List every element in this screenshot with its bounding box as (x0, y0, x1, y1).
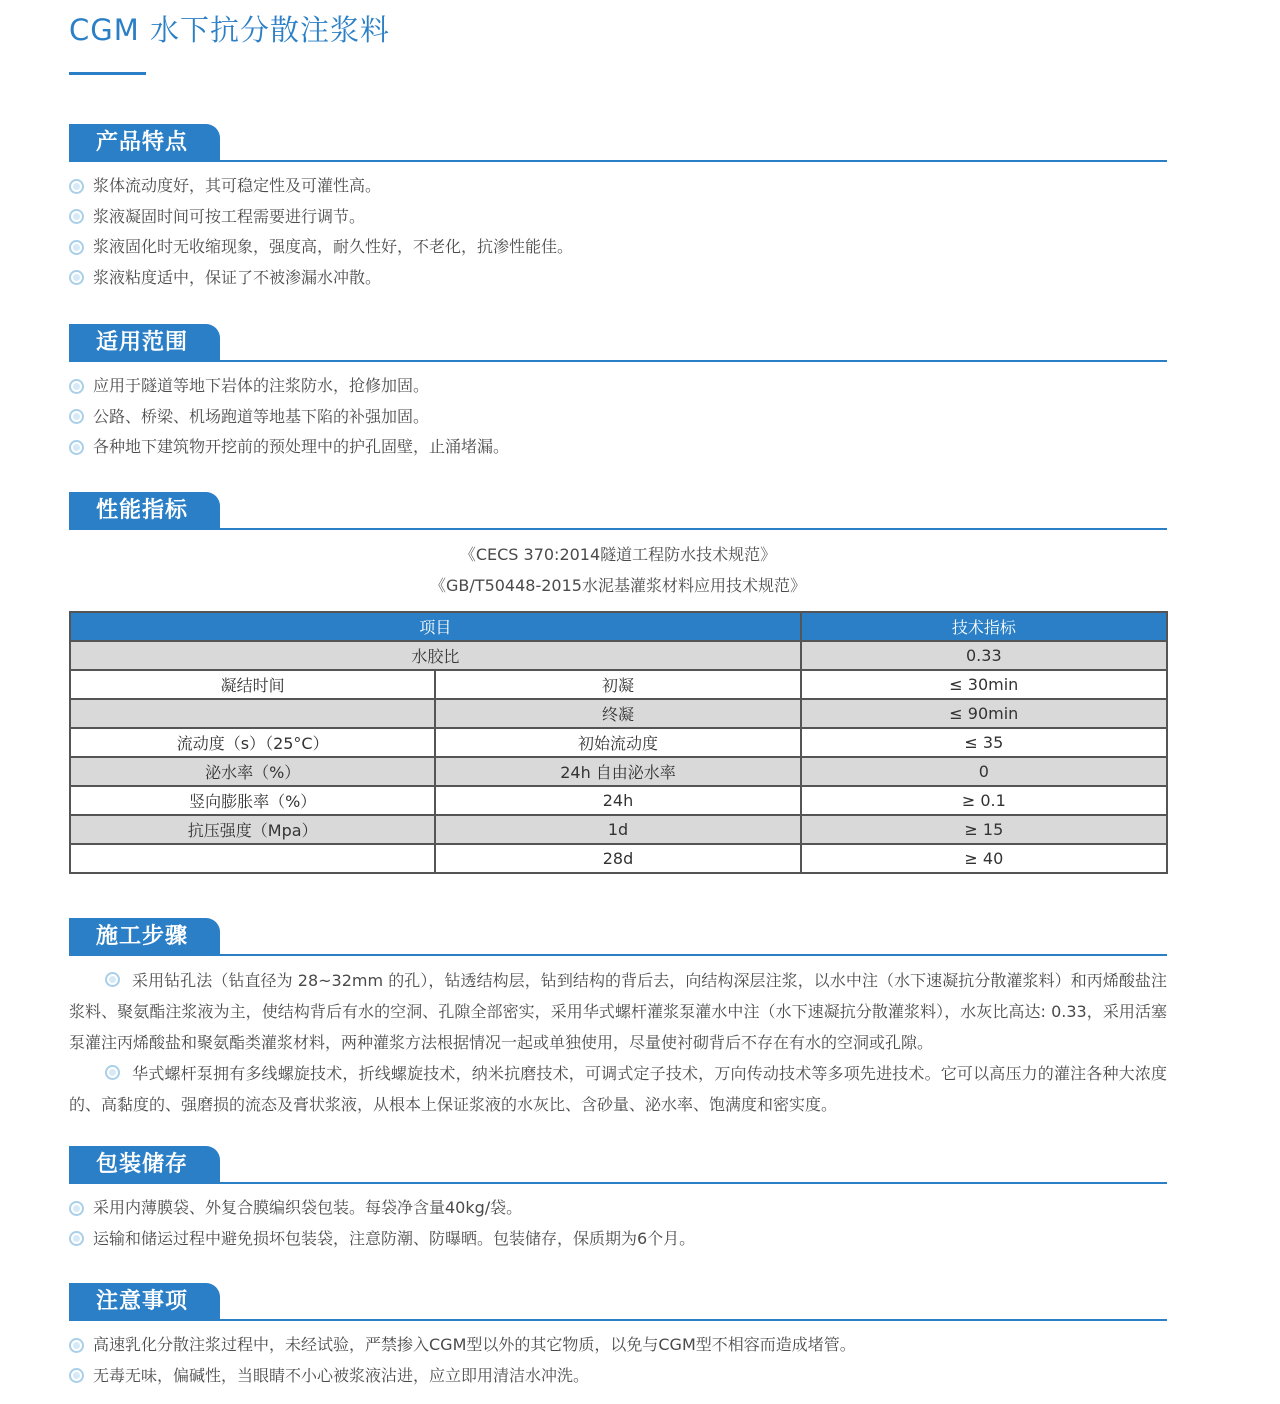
bullet-icon (69, 379, 84, 394)
list-item (69, 263, 1167, 294)
list-item (69, 1361, 1167, 1392)
cell: ≤ 35 (801, 728, 1167, 757)
cell: 抗压强度（Mpa） (70, 815, 435, 844)
item-text: 高速乳化分散注浆过程中，未经试验，严禁掺入CGM型以外的其它物质，以免与CGM型不相容而造成堵管。 (93, 1335, 856, 1355)
paragraph-text: 采用钻孔法（钻直径为 28~32mm 的孔），钻透结构层，钻到结构的背后去，向结构深层注浆，以水中注（水下速凝抗分散灌浆料）和丙烯酸盐注浆料、聚氨酯注浆液为主，使结构背后有水的空洞、孔隙全部密实，采用华式螺杆灌浆泵灌水中注（水下速凝抗分散灌浆料），水灰比高达: 0.33，采用活塞泵灌注丙烯酸盐和聚氨酯类灌浆材料，两种灌浆方法根据情况一起或单独使用，尽量使衬砌背后不存在有水的空洞或孔隙。 (69, 971, 1167, 1052)
cell (70, 699, 435, 728)
bullet-icon (105, 1065, 120, 1080)
cell: ≤ 30min (801, 670, 1167, 699)
item-text: 浆液凝固时间可按工程需要进行调节。 (93, 206, 366, 226)
cell: 0.33 (801, 641, 1167, 670)
bullet-icon (69, 440, 84, 455)
bullet-icon (69, 409, 84, 424)
cell: 初始流动度 (435, 728, 800, 757)
table-header-row (70, 612, 1167, 641)
item-text: 各种地下建筑物开挖前的预处理中的护孔固壁，止涌堵漏。 (93, 437, 510, 457)
cell: ≥ 15 (801, 815, 1167, 844)
list-item (69, 371, 1167, 402)
list-item (69, 202, 1167, 233)
cell: 28d (435, 844, 800, 873)
cell (70, 844, 435, 873)
section-header-features (69, 124, 1167, 162)
notes-list (69, 1330, 1167, 1391)
list-item (69, 432, 1167, 463)
section-title: 性能指标 (69, 492, 220, 528)
cell: 流动度（s）（25°C） (70, 728, 435, 757)
list-item (69, 1330, 1167, 1361)
list-item (69, 1224, 1167, 1255)
bullet-icon (105, 972, 120, 987)
item-text: 无毒无味，偏碱性，当眼睛不小心被浆液沾进，应立即用清洁水冲洗。 (93, 1365, 590, 1385)
cell: 1d (435, 815, 800, 844)
table-row (70, 728, 1167, 757)
table-row (70, 786, 1167, 815)
section-header-performance (69, 492, 1167, 530)
section-title: 注意事项 (69, 1283, 220, 1319)
paragraph (69, 965, 1167, 1058)
header-cell: 技术指标 (801, 612, 1167, 641)
cell: ≥ 40 (801, 844, 1167, 873)
cell: 泌水率（%） (70, 757, 435, 786)
cell: 竖向膨胀率（%） (70, 786, 435, 815)
section-header-construction (69, 918, 1167, 956)
bullet-icon (69, 1201, 84, 1216)
section-title: 产品特点 (69, 124, 220, 160)
paragraph-text: 华式螺杆泵拥有多线螺旋技术，折线螺旋技术，纳米抗磨技术，可调式定子技术，万向传动技术等多项先进技术。它可以高压力的灌注各种大浓度的、高黏度的、强磨损的流态及膏状浆液，从根本上保证浆液的水灰比、含砂量、泌水率、饱满度和密实度。 (69, 1064, 1167, 1114)
cell: 水胶比 (70, 641, 801, 670)
title-underline (69, 72, 146, 75)
bullet-icon (69, 240, 84, 255)
table-row (70, 641, 1167, 670)
item-text: 浆液粘度适中，保证了不被渗漏水冲散。 (93, 267, 382, 287)
cell: 24h 自由泌水率 (435, 757, 800, 786)
cell: 初凝 (435, 670, 800, 699)
cell: ≥ 0.1 (801, 786, 1167, 815)
divider (69, 1182, 1167, 1184)
item-text: 应用于隧道等地下岩体的注浆防水，抢修加固。 (93, 376, 430, 396)
section-title: 适用范围 (69, 324, 220, 360)
paragraph (69, 1058, 1167, 1120)
header-cell: 项目 (70, 612, 801, 641)
packaging-list (69, 1193, 1167, 1254)
table-row (70, 670, 1167, 699)
page-title: CGM 水下抗分散注浆料 (69, 13, 390, 47)
item-text: 浆液固化时无收缩现象，强度高，耐久性好，不老化，抗渗性能佳。 (93, 237, 574, 257)
bullet-icon (69, 209, 84, 224)
cell: 24h (435, 786, 800, 815)
bullet-icon (69, 1368, 84, 1383)
divider (69, 954, 1167, 956)
cell: 终凝 (435, 699, 800, 728)
item-text: 浆体流动度好，其可稳定性及可灌性高。 (93, 176, 382, 196)
divider (69, 160, 1167, 162)
item-text: 采用内薄膜袋、外复合膜编织袋包装。每袋净含量40kg/袋。 (93, 1198, 523, 1218)
list-item (69, 171, 1167, 202)
section-title: 包装储存 (69, 1146, 220, 1182)
item-text: 运输和储运过程中避免损坏包装袋，注意防潮、防曝晒。包装储存，保质期为6个月。 (93, 1228, 696, 1248)
table-row (70, 815, 1167, 844)
list-item (69, 232, 1167, 263)
bullet-icon (69, 270, 84, 285)
cell: 凝结时间 (70, 670, 435, 699)
table-row (70, 844, 1167, 873)
performance-table (69, 611, 1168, 874)
construction-text (69, 965, 1167, 1120)
list-item (69, 1193, 1167, 1224)
standard-reference: 《GB/T50448-2015水泥基灌浆材料应用技术规范》 (430, 576, 806, 595)
scope-list (69, 371, 1167, 463)
bullet-icon (69, 179, 84, 194)
divider (69, 1319, 1167, 1321)
section-title: 施工步骤 (69, 918, 220, 954)
item-text: 公路、桥梁、机场跑道等地基下陷的补强加固。 (93, 406, 430, 426)
cell: 0 (801, 757, 1167, 786)
bullet-icon (69, 1231, 84, 1246)
list-item (69, 402, 1167, 433)
table-row (70, 757, 1167, 786)
section-header-packaging (69, 1146, 1167, 1184)
section-header-scope (69, 324, 1167, 362)
section-header-notes (69, 1283, 1167, 1321)
divider (69, 528, 1167, 530)
divider (69, 360, 1167, 362)
features-list (69, 171, 1167, 293)
table-row (70, 699, 1167, 728)
cell: ≤ 90min (801, 699, 1167, 728)
standard-reference: 《CECS 370:2014隧道工程防水技术规范》 (459, 545, 777, 564)
bullet-icon (69, 1338, 84, 1353)
